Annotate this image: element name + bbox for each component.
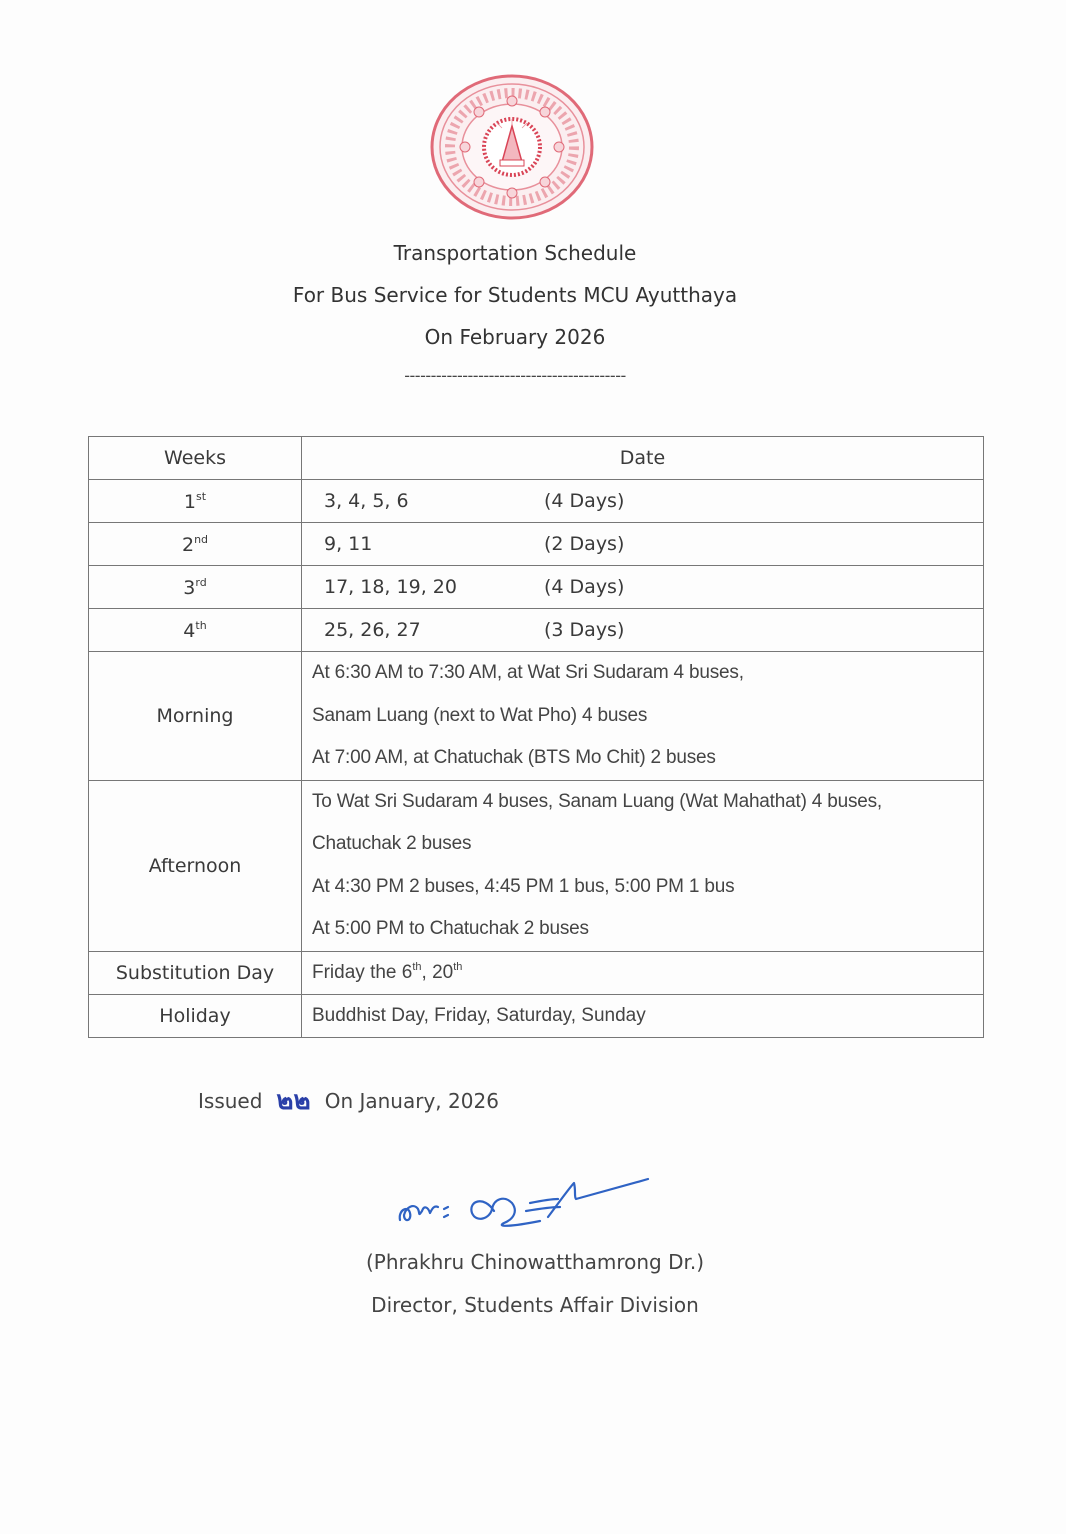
signer-position: Director, Students Affair Division: [371, 1293, 699, 1317]
morning-details: [302, 652, 984, 781]
afternoon-label: Afternoon: [89, 780, 302, 951]
week-days-count: (2 Days): [544, 533, 625, 555]
substitution-value: Friday the 6th, 20th: [302, 951, 984, 994]
week-row: [89, 523, 984, 566]
week-days-count: (3 Days): [544, 619, 625, 641]
holiday-label: Holiday: [89, 994, 302, 1037]
holiday-value: Buddhist Day, Friday, Saturday, Sunday: [302, 994, 984, 1037]
holiday-row: [89, 994, 984, 1037]
week-row: [89, 609, 984, 652]
afternoon-details: [302, 780, 984, 951]
week-number: 1st: [89, 480, 302, 523]
issued-date: On January, 2026: [324, 1088, 499, 1113]
header-weeks: Weeks: [89, 437, 302, 480]
document-title: Transportation Schedule: [393, 241, 637, 265]
substitution-label: Substitution Day: [89, 951, 302, 994]
week-row: [89, 566, 984, 609]
afternoon-line: At 4:30 PM 2 buses, 4:45 PM 1 bus, 5:00 PM 1 bus: [312, 875, 735, 897]
substitution-row: [89, 951, 984, 994]
schedule-table: [88, 436, 984, 1038]
issued-line: [198, 1080, 499, 1121]
document-subtitle: For Bus Service for Students MCU Ayutthaya: [292, 283, 738, 307]
morning-label: Morning: [89, 652, 302, 781]
week-number: 4th: [89, 609, 302, 652]
morning-line: At 7:00 AM, at Chatuchak (BTS Mo Chit) 2 buses: [312, 747, 716, 768]
document-month: On February 2026: [424, 325, 606, 349]
week-dates: 3, 4, 5, 6: [324, 490, 409, 512]
week-dates: 9, 11: [324, 533, 373, 555]
week-dates-cell: [302, 566, 984, 609]
issued-day-handwritten: ๒๒: [276, 1086, 311, 1116]
week-days-count: (4 Days): [544, 576, 625, 598]
header-divider: ------------------------------------------: [404, 366, 626, 385]
morning-line: At 6:30 AM to 7:30 AM, at Wat Sri Sudaram 4 buses,: [312, 662, 744, 683]
university-seal-logo: [430, 74, 594, 220]
week-number: 2nd: [89, 523, 302, 566]
week-days-count: (4 Days): [544, 490, 625, 512]
week-dates-cell: [302, 609, 984, 652]
afternoon-line: Chatuchak 2 buses: [312, 833, 472, 854]
week-dates: 17, 18, 19, 20: [324, 576, 457, 598]
header-date: Date: [302, 437, 984, 480]
week-dates-cell: [302, 523, 984, 566]
afternoon-line: At 5:00 PM to Chatuchak 2 buses: [312, 918, 589, 939]
issued-label: Issued: [198, 1088, 263, 1113]
morning-line: Sanam Luang (next to Wat Pho) 4 buses: [312, 704, 648, 726]
document-header: [0, 232, 1030, 386]
table-header-row: [89, 437, 984, 480]
afternoon-row: [89, 780, 984, 951]
signer-name: (Phrakhru Chinowatthamrong Dr.): [365, 1250, 705, 1274]
afternoon-line: To Wat Sri Sudaram 4 buses, Sanam Luang (Wat Mahathat) 4 buses,: [312, 790, 882, 812]
week-dates-cell: [302, 480, 984, 523]
week-dates: 25, 26, 27: [324, 619, 421, 641]
handwritten-signature: [390, 1165, 660, 1235]
week-number: 3rd: [89, 566, 302, 609]
week-row: [89, 480, 984, 523]
morning-row: [89, 652, 984, 781]
